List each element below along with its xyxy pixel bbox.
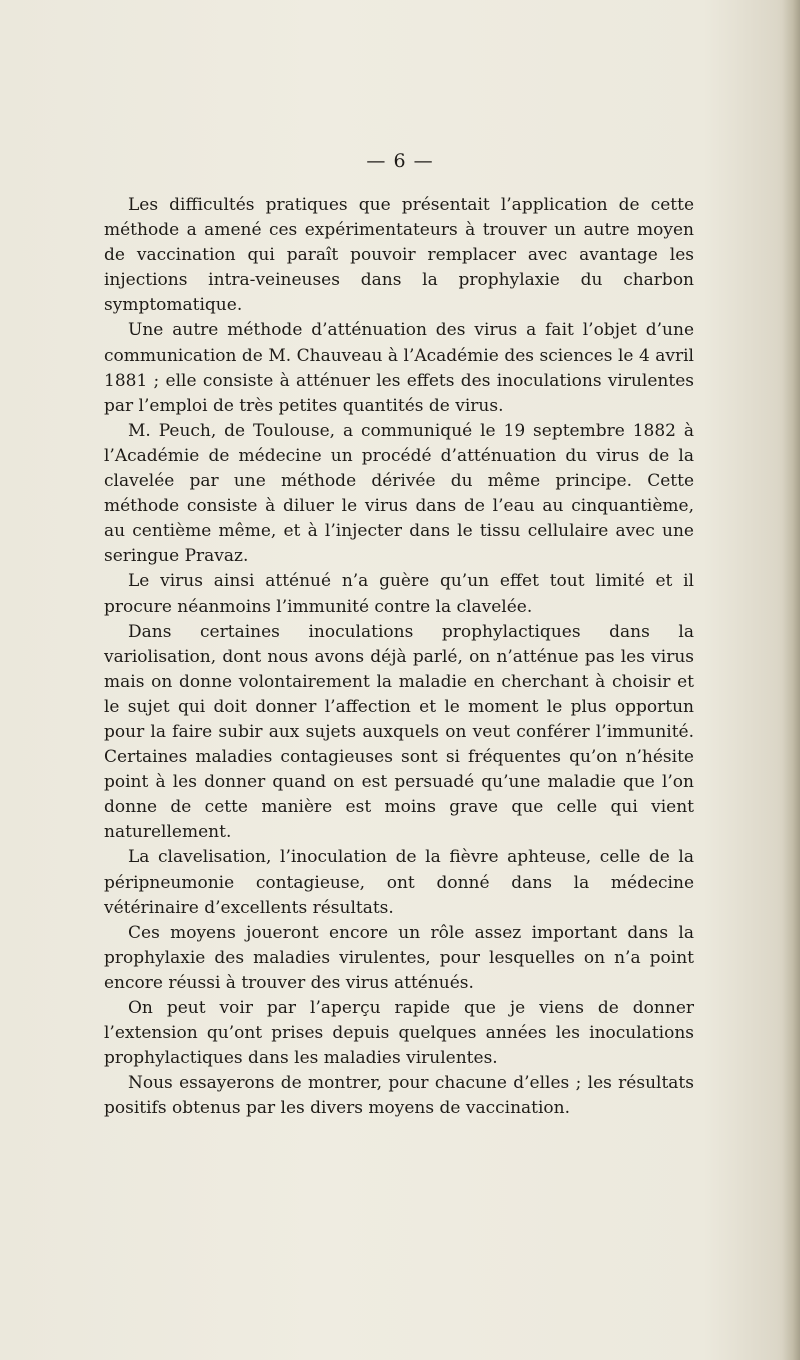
paragraph-1: Les difficultés pratiques que présentait l’application de cette méthode a amené ces expérimentateurs à trouver un autre moyen de vaccination qui paraît pouvoir remplacer avec avantage les injections intra-veineuses dans la prophylaxie du charbon symptomatique. — [104, 195, 694, 316]
paragraph-7: Ces moyens joueront encore un rôle assez important dans la prophylaxie des maladies virulentes, pour lesquelles on n’a point encore réussi à trouver des virus atténués. — [104, 922, 694, 993]
page-edge-shadow — [782, 0, 800, 1360]
paragraph-5: Dans certaines inoculations prophylactiques dans la variolisation, dont nous avons déjà parlé, on n’atténue pas les virus mais on donne volontairement la maladie en cherchant à choisir et le sujet qui doit donner l’affection et le moment le plus opportun pour la faire subir aux sujets auxquels on veut conférer l’immunité. Certaines maladies contagieuses sont si fréquentes qu’on n’hésite point à les donner quand on est persuadé qu’une maladie que l’on donne de cette manière est moins grave que celle qui vient naturellement. — [104, 621, 694, 843]
paragraph-4: Le virus ainsi atténué n’a guère qu’un effet tout limité et il procure néanmoins l’immunité contre la clavelée. — [104, 571, 694, 617]
paragraph-3: M. Peuch, de Toulouse, a communiqué le 19 septembre 1882 à l’Académie de médecine un procédé d’atténuation du virus de la clavelée par une méthode dérivée du même principe. Cette méthode consiste à diluer le virus dans de l’eau au cinquantième, au centième même, et à l’injecter dans le tissu cellulaire avec une seringue Pravaz. — [104, 420, 694, 567]
page-number: — 6 — — [366, 150, 434, 172]
paragraph-6: La clavelisation, l’inoculation de la fièvre aphteuse, celle de la péripneumonie contagieuse, ont donné dans la médecine vétérinaire d’excellents résultats. — [104, 847, 694, 918]
text-body — [104, 193, 694, 1121]
paragraph-9: Nous essayerons de montrer, pour chacune d’elles ; les résultats positifs obtenus par les divers moyens de vaccination. — [104, 1073, 694, 1119]
paragraph-2: Une autre méthode d’atténuation des virus a fait l’objet d’une communication de M. Chauveau à l’Académie des sciences le 4 avril 1881 ; elle consiste à atténuer les effets des inoculations virulentes par l’emploi de très petites quantités de virus. — [104, 320, 694, 416]
paragraph-8: On peut voir par l’aperçu rapide que je viens de donner l’extension qu’ont prises depuis quelques années les inoculations prophylactiques dans les maladies virulentes. — [104, 998, 694, 1069]
